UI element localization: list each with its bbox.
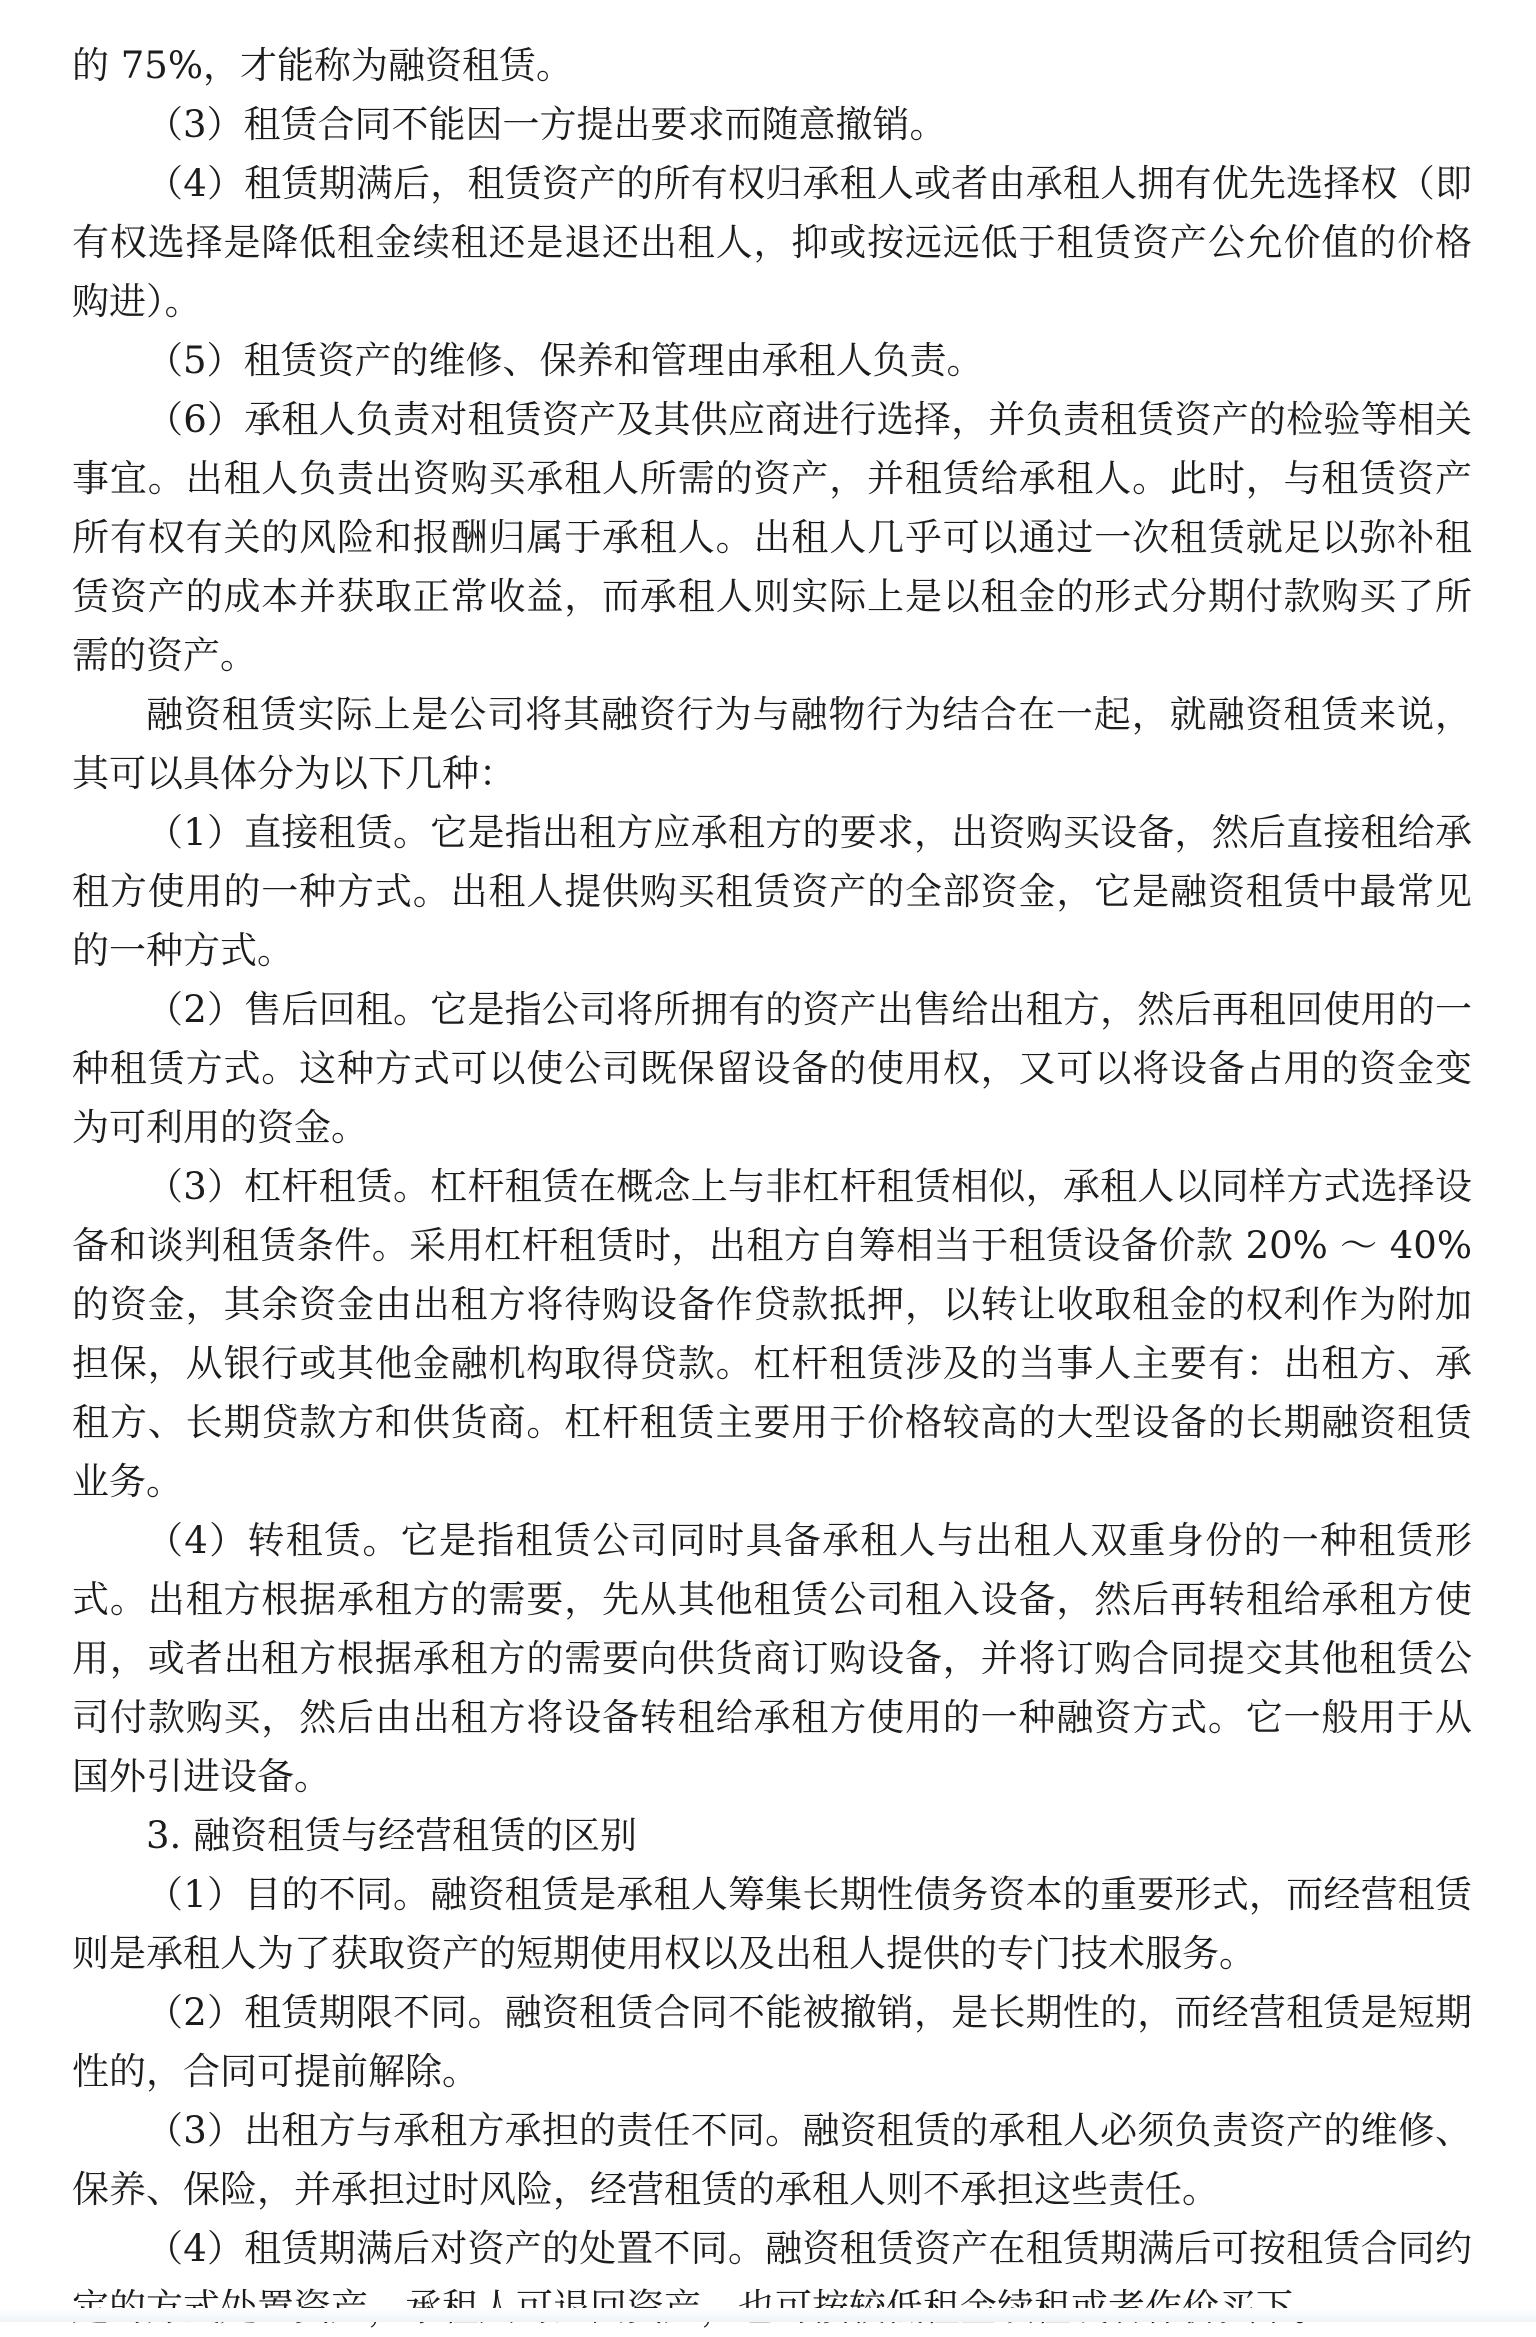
paragraph: 融资租赁实际上是公司将其融资行为与融物行为结合在一起，就融资租赁来说，其可以具体分为以下几种：: [72, 693, 1472, 795]
paragraph: 的 75%，才能称为融资租赁。: [72, 44, 573, 87]
paragraph: （6）承租人负责对租赁资产及其供应商进行选择，并负责租赁资产的检验等相关事宜。出租人负责出资购买承租人所需的资产，并租赁给承租人。此时，与租赁资产所有权有关的风险和报酬归属于承租人。出租人几乎可以通过一次租赁就足以弥补租赁资产的成本并获取正常收益，而承租人则实际上是以租金的形式分期付款购买了所需的资产。: [72, 398, 1472, 677]
paragraph: （1）目的不同。融资租赁是承租人筹集长期性债务资本的重要形式，而经营租赁则是承租人为了获取资产的短期使用权以及出租人提供的专门技术服务。: [72, 1873, 1472, 1975]
paragraph: （5）租赁资产的维修、保养和管理由承租人负责。: [146, 339, 984, 382]
paragraph: （3）杠杆租赁。杠杆租赁在概念上与非杠杆租赁相似，承租人以同样方式选择设备和谈判租赁条件。采用杠杆租赁时，出租方自筹相当于租赁设备价款 20% ～ 40% 的资金，其余资金由出租方将待购设备作贷款抵押，以转让收取租金的权利作为附加担保，从银行或其他金融机构取得贷款。杠杆租赁涉及的当事人主要有：出租方、承租方、长期贷款方和供货商。杠杆租赁主要用于价格较高的大型设备的长期融资租赁业务。: [72, 1165, 1472, 1503]
paragraph: （1）直接租赁。它是指出租方应承租方的要求，出资购买设备，然后直接租给承租方使用的一种方式。出租人提供购买租赁资产的全部资金，它是融资租赁中最常见的一种方式。: [72, 811, 1472, 972]
body-text: [72, 36, 1472, 2337]
section-heading: 3. 融资租赁与经营租赁的区别: [146, 1814, 638, 1857]
paragraph: （2）租赁期限不同。融资租赁合同不能被撤销，是长期性的，而经营租赁是短期性的，合同可提前解除。: [72, 1991, 1472, 2093]
paragraph: （3）租赁合同不能因一方提出要求而随意撤销。: [146, 103, 947, 146]
paragraph: （4）租赁期满后对资产的处置不同。融资租赁资产在租赁期满后可按租赁合同约: [146, 2227, 1472, 2270]
paragraph: （2）售后回租。它是指公司将所拥有的资产出售给出租方，然后再租回使用的一种租赁方式。这种方式可以使公司既保留设备的使用权，又可以将设备占用的资金变为可利用的资金。: [72, 988, 1472, 1149]
paragraph: （4）转租赁。它是指租赁公司同时具备承租人与出租人双重身份的一种租赁形式。出租方根据承租方的需要，先从其他租赁公司租入设备，然后再转租给承租方使用，或者出租方根据承租方的需要向供货商订购设备，并将订购合同提交其他租赁公司付款购买，然后由出租方将设备转租给承租方使用的一种融资方式。它一般用于从国外引进设备。: [72, 1519, 1472, 1798]
paragraph: （4）租赁期满后，租赁资产的所有权归承租人或者由承租人拥有优先选择权（即有权选择是降低租金续租还是退还出租人，抑或按远远低于租赁资产公允价值的价格购进）。: [72, 162, 1472, 323]
paragraph: （3）出租方与承租方承担的责任不同。融资租赁的承租人必须负责资产的维修、保养、保险，并承担过时风险，经营租赁的承租人则不承担这些责任。: [72, 2109, 1472, 2211]
page-bottom-band: [0, 2308, 1536, 2322]
